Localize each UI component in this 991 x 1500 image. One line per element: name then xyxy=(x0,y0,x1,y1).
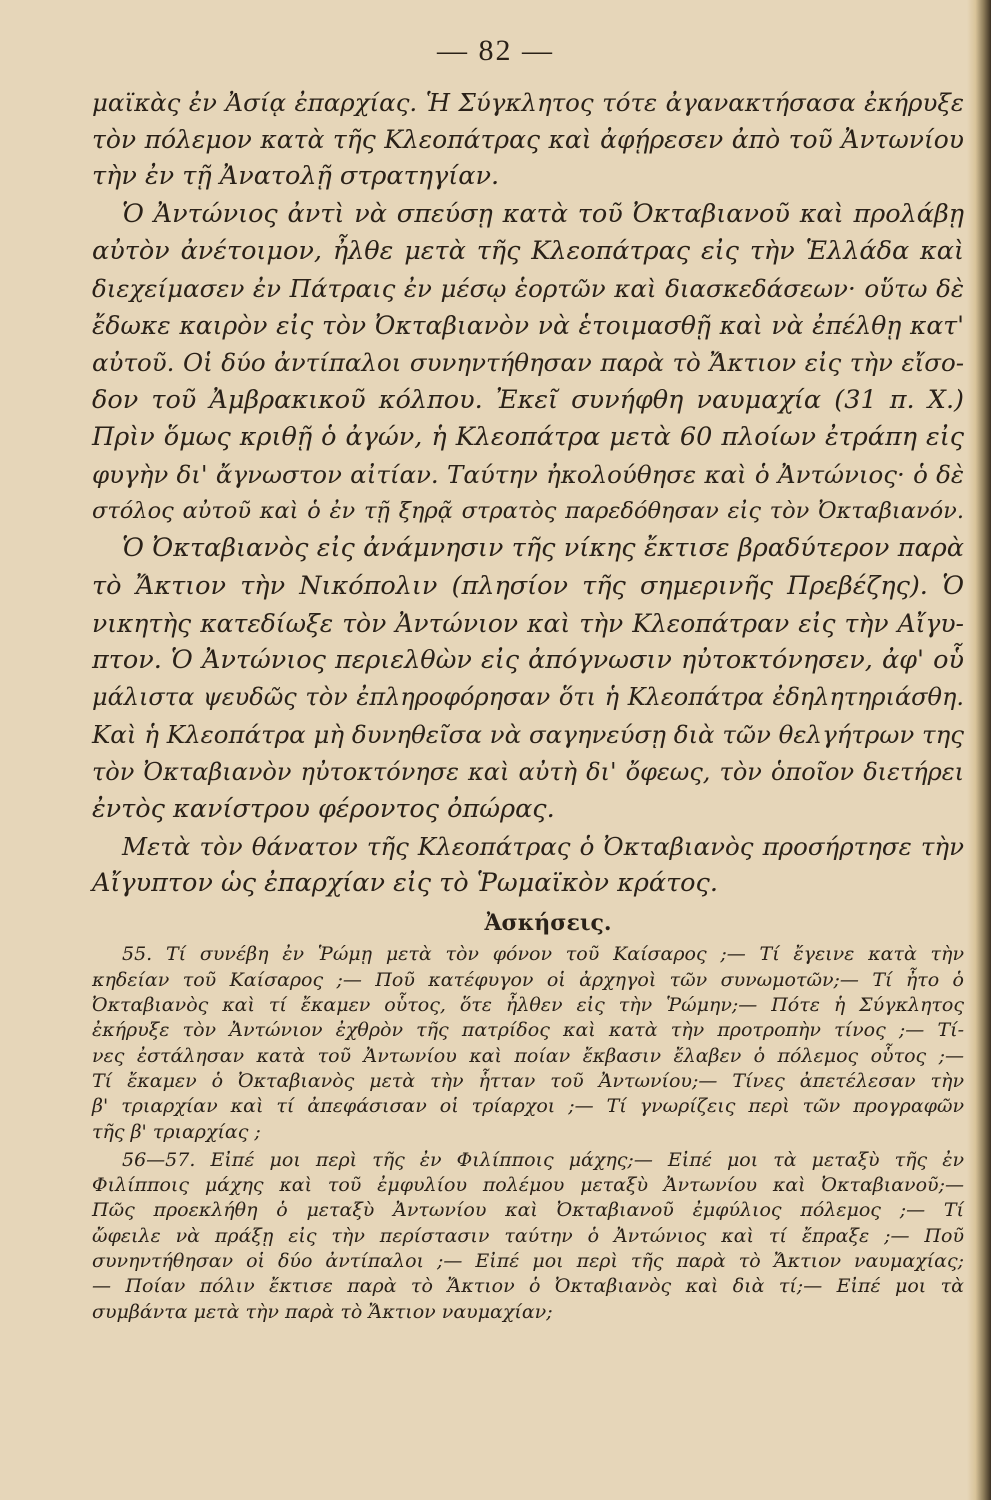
body-line: στόλος αὐτοῦ καὶ ὁ ἐν τῇ ξηρᾷ στρατὸς παρεδόθησαν εἰς τὸν Ὀκταβιανόν. xyxy=(92,498,964,525)
exercise-line: τῆς β' τριαρχίας ; xyxy=(92,1120,261,1143)
body-line: δον τοῦ Ἀμβρακικοῦ κόλπου. Ἐκεῖ συνήφθη ναυμαχία (31 π. Χ.) xyxy=(92,384,964,415)
body-line: αὐτοῦ. Οἱ δύο ἀντίπαλοι συνηντήθησαν παρὰ τὸ Ἄκτιον εἰς τὴν εἴσο- xyxy=(92,348,964,378)
exercise-line: ἐκήρυξε τὸν Ἀντώνιον ἐχθρὸν τῆς πατρίδος καὶ κατὰ τὴν προτροπὴν τίνος ;— Τί- xyxy=(92,1019,964,1042)
exercise-line: 56—57. Εἰπέ μοι περὶ τῆς ἐν Φιλίπποις μάχης;— Εἰπέ μοι τὰ μεταξὺ τῆς ἐν xyxy=(122,1148,964,1171)
exercise-line: κηδείαν τοῦ Καίσαρος ;— Ποῦ κατέφυγον οἱ ἀρχηγοὶ τῶν συνωμοτῶν;— Τί ἦτο ὁ xyxy=(92,968,964,991)
body-line: τὴν ἐν τῇ Ἀνατολῇ στρατηγίαν. xyxy=(92,161,500,192)
exercise-line: Φιλίπποις μάχης καὶ τοῦ ἐμφυλίου πολέμου μεταξὺ Ἀντωνίου καὶ Ὀκταβιανοῦ;— xyxy=(92,1174,964,1197)
body-line: τὸ Ἄκτιον τὴν Νικόπολιν (πλησίον τῆς σημερινῆς Πρεβέζης). Ὁ xyxy=(92,570,964,601)
body-line: Ὁ Ὀκταβιανὸς εἰς ἀνάμνησιν τῆς νίκης ἔκτισε βραδύτερον παρὰ xyxy=(122,533,964,564)
page-edge-shadow xyxy=(967,0,991,1500)
body-line: ἔδωκε καιρὸν εἰς τὸν Ὀκταβιανὸν νὰ ἑτοιμασθῇ καὶ νὰ ἐπέλθῃ κατ' xyxy=(92,311,964,341)
exercises-heading: Ἀσκήσεις. xyxy=(484,910,612,937)
body-line: Πρὶν ὅμως κριθῇ ὁ ἀγών, ἡ Κλεοπάτρα μετὰ 60 πλοίων ἐτράπη εἰς xyxy=(92,421,964,452)
body-line: φυγὴν δι' ἄγνωστον αἰτίαν. Ταύτην ἠκολούθησε καὶ ὁ Ἀντώνιος· ὁ δὲ xyxy=(92,460,964,490)
body-line: τὸν πόλεμον κατὰ τῆς Κλεοπάτρας καὶ ἀφῄρεσεν ἀπὸ τοῦ Ἀντωνίου xyxy=(92,125,964,155)
exercise-line: β' τριαρχίαν καὶ τί ἀπεφάσισαν οἱ τρίαρχοι ;— Τί γνωρίζεις περὶ τῶν προγραφῶν xyxy=(92,1095,964,1118)
body-line: Αἴγυπτον ὡς ἐπαρχίαν εἰς τὸ Ῥωμαϊκὸν κράτος. xyxy=(92,868,718,899)
exercise-line: συνηντήθησαν οἱ δύο ἀντίπαλοι ;— Εἰπέ μοι περὶ τῆς παρὰ τὸ Ἄκτιον ναυμαχίας; xyxy=(92,1250,964,1273)
body-line: μάλιστα ψευδῶς τὸν ἐπληροφόρησαν ὅτι ἡ Κλεοπάτρα ἐδηλητηριάσθη. xyxy=(92,683,964,712)
exercise-line: Πῶς προεκλήθη ὁ μεταξὺ Ἀντωνίου καὶ Ὀκταβιανοῦ ἐμφύλιος πόλεμος ;— Τί xyxy=(92,1199,964,1222)
exercise-line: — Ποίαν πόλιν ἔκτισε παρὰ τὸ Ἄκτιον ὁ Ὀκταβιανὸς καὶ διὰ τί;— Εἰπέ μοι τὰ xyxy=(92,1275,964,1298)
exercise-line: συμβάντα μετὰ τὴν παρὰ τὸ Ἄκτιον ναυμαχίαν; xyxy=(92,1300,553,1323)
body-line: διεχείμασεν ἐν Πάτραις ἐν μέσῳ ἑορτῶν καὶ διασκεδάσεων· οὕτω δὲ xyxy=(92,274,964,304)
body-line: αὐτὸν ἀνέτοιμον, ἦλθε μετὰ τῆς Κλεοπάτρας εἰς τὴν Ἑλλάδα καὶ xyxy=(92,235,964,266)
exercise-line: Τί ἔκαμεν ὁ Ὀκταβιανὸς μετὰ τὴν ἧτταν τοῦ Ἀντωνίου;— Τίνες ἀπετέλεσαν τὴν xyxy=(92,1069,964,1092)
body-line: ἐντὸς κανίστρου φέροντος ὀπώρας. xyxy=(92,793,555,824)
exercise-line: ὤφειλε νὰ πράξῃ εἰς τὴν περίστασιν ταύτην ὁ Ἀντώνιος καὶ τί ἔπραξε ;— Ποῦ xyxy=(92,1224,964,1247)
body-line: τὸν Ὀκταβιανὸν ηὐτοκτόνησε καὶ αὐτὴ δι' ὄφεως, τὸν ὁποῖον διετήρει xyxy=(92,757,964,786)
page-number: — 82 — xyxy=(437,34,554,67)
body-line: Μετὰ τὸν θάνατον τῆς Κλεοπάτρας ὁ Ὀκταβιανὸς προσήρτησε τὴν xyxy=(122,832,964,862)
body-line: Ὁ Ἀντώνιος ἀντὶ νὰ σπεύσῃ κατὰ τοῦ Ὀκταβιανοῦ καὶ προλάβῃ xyxy=(122,198,964,229)
body-line: Καὶ ἡ Κλεοπάτρα μὴ δυνηθεῖσα νὰ σαγηνεύσῃ διὰ τῶν θελγήτρων της xyxy=(92,720,964,750)
text-block xyxy=(92,84,964,1325)
body-line: μαϊκὰς ἐν Ἀσίᾳ ἐπαρχίας. Ἡ Σύγκλητος τότε ἀγανακτήσασα ἐκήρυξε xyxy=(92,88,964,117)
body-line: νικητὴς κατεδίωξε τὸν Ἀντώνιον καὶ τὴν Κλεοπάτραν εἰς τὴν Αἴγυ- xyxy=(92,608,964,638)
exercises-section xyxy=(92,942,964,1324)
exercise-line: Ὀκταβιανὸς καὶ τί ἔκαμεν οὗτος, ὅτε ἦλθεν εἰς τὴν Ῥώμην;— Πότε ἡ Σύγκλητος xyxy=(92,994,964,1017)
body-line: πτον. Ὁ Ἀντώνιος περιελθὼν εἰς ἀπόγνωσιν ηὐτοκτόνησεν, ἀφ' οὗ xyxy=(92,645,964,676)
exercise-line: 55. Τί συνέβη ἐν Ῥώμῃ μετὰ τὸν φόνον τοῦ Καίσαρος ;— Τί ἔγεινε κατὰ τὴν xyxy=(122,943,964,966)
exercise-line: νες ἐστάλησαν κατὰ τοῦ Ἀντωνίου καὶ ποίαν ἔκβασιν ἔλαβεν ὁ πόλεμος οὗτος ;— xyxy=(92,1044,964,1067)
